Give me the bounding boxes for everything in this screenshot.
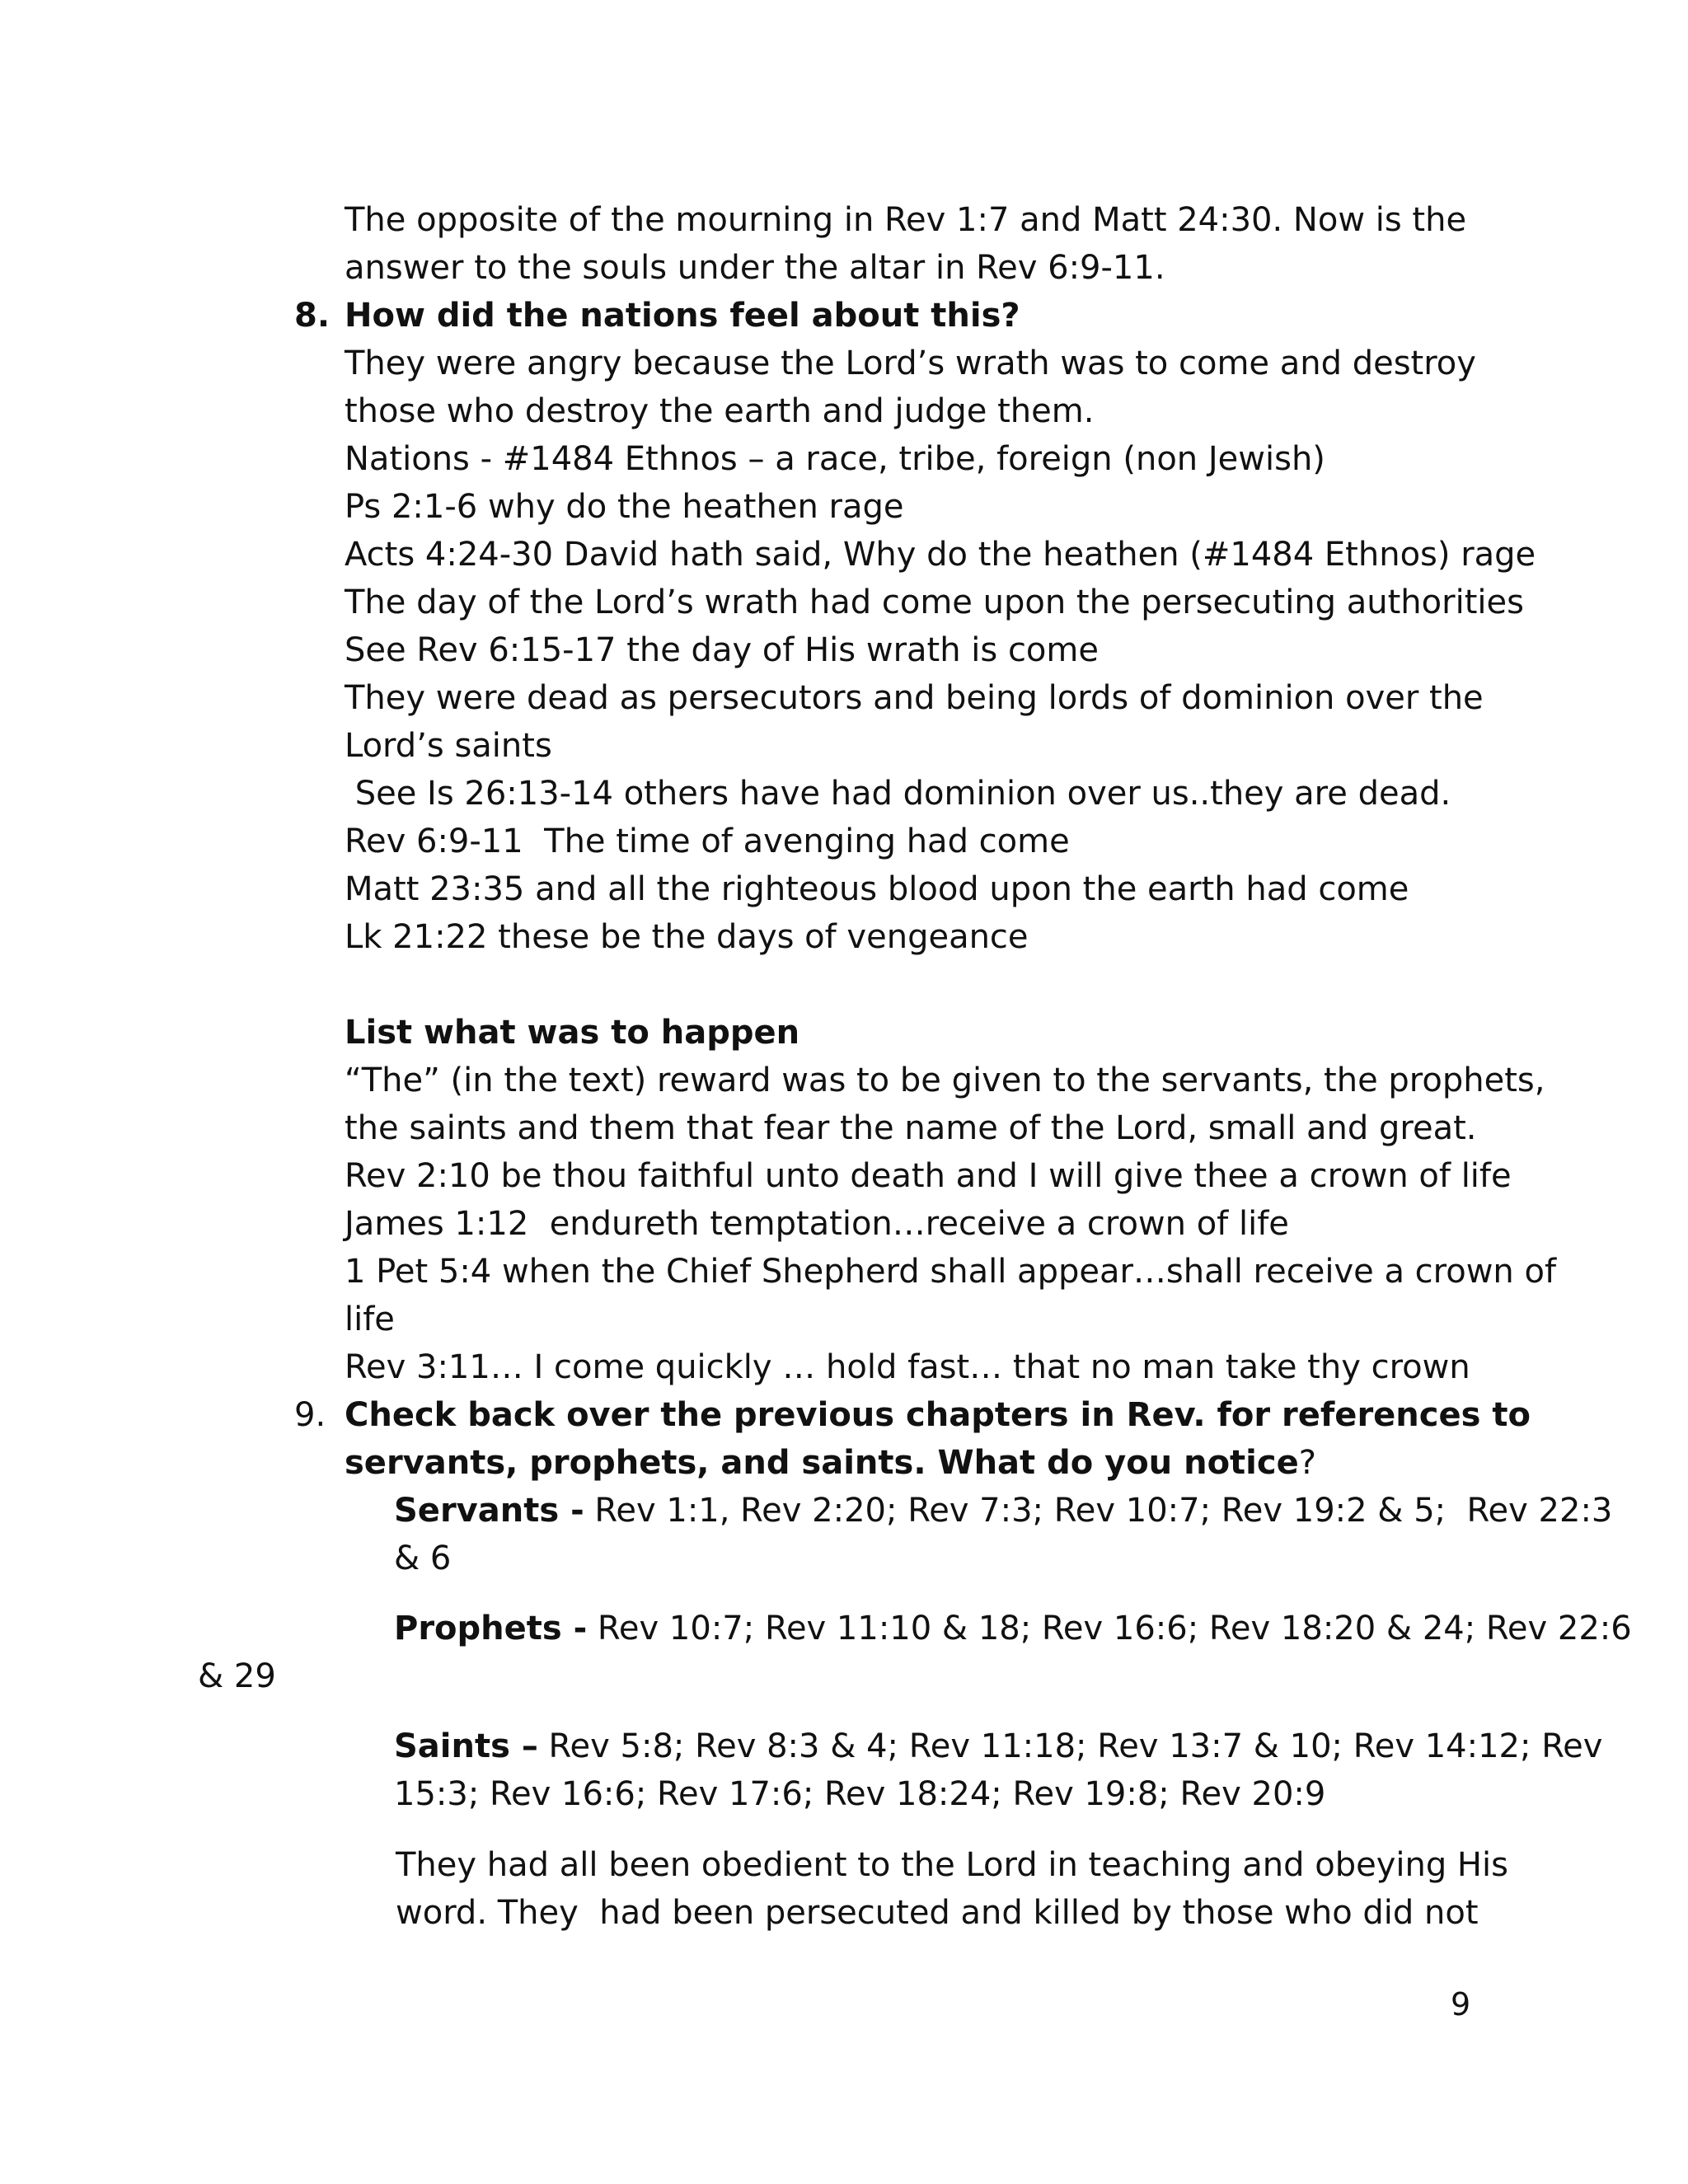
answer-8-line: They were dead as persecutors and being lords of dominion over the xyxy=(345,679,1484,717)
servants-label: Servants - xyxy=(394,1492,584,1530)
intro-line-2: answer to the souls under the altar in Rev 6:9-11. xyxy=(345,249,1165,287)
answer-8-line: those who destroy the earth and judge them. xyxy=(345,392,1095,430)
saints-label: Saints – xyxy=(394,1727,538,1765)
prophets-refs: Rev 10:7; Rev 11:10 & 18; Rev 16:6; Rev 18:20 & 24; Rev 22:6 xyxy=(587,1610,1632,1647)
list-line: the saints and them that fear the name of the Lord, small and great. xyxy=(345,1109,1477,1147)
servants-refs: Rev 1:1, Rev 2:20; Rev 7:3; Rev 10:7; Rev 19:2 & 5; Rev 22:3 xyxy=(584,1492,1613,1530)
prophets-line-1 xyxy=(394,1605,1632,1652)
list-line: Rev 2:10 be thou faithful unto death and I will give thee a crown of life xyxy=(345,1157,1512,1195)
answer-8-line: They were angry because the Lord’s wrath was to come and destroy xyxy=(345,344,1476,382)
servants-line-1 xyxy=(394,1487,1612,1535)
list-line: James 1:12 endureth temptation…receive a crown of life xyxy=(345,1205,1289,1243)
page-number: 9 xyxy=(1451,1986,1471,2022)
prophets-label: Prophets - xyxy=(394,1610,588,1647)
intro-line-1: The opposite of the mourning in Rev 1:7 and Matt 24:30. Now is the xyxy=(345,201,1467,239)
list-line: 1 Pet 5:4 when the Chief Shepherd shall appear…shall receive a crown of xyxy=(345,1253,1557,1291)
servants-line-2: & 6 xyxy=(394,1540,452,1577)
question-9-mark: ? xyxy=(1298,1444,1316,1482)
question-9-heading-text: servants, prophets, and saints. What do you notice xyxy=(345,1444,1299,1482)
question-9-heading-line-2 xyxy=(345,1439,1316,1487)
list-heading: List what was to happen xyxy=(345,1014,800,1052)
saints-line-1 xyxy=(394,1722,1602,1770)
list-line: “The” (in the text) reward was to be given to the servants, the prophets, xyxy=(345,1062,1545,1099)
answer-8-line: Nations - #1484 Ethnos – a race, tribe, foreign (non Jewish) xyxy=(345,440,1325,478)
saints-line-2: 15:3; Rev 16:6; Rev 17:6; Rev 18:24; Rev 19:8; Rev 20:9 xyxy=(394,1775,1326,1813)
list-line: life xyxy=(345,1301,395,1338)
prophets-line-2: & 29 xyxy=(198,1657,276,1695)
saints-refs: Rev 5:8; Rev 8:3 & 4; Rev 11:18; Rev 13:7 & 10; Rev 14:12; Rev xyxy=(537,1727,1603,1765)
answer-8-line: Matt 23:35 and all the righteous blood upon the earth had come xyxy=(345,870,1409,908)
question-9-number: 9. xyxy=(294,1396,326,1434)
answer-8-line: Acts 4:24-30 David hath said, Why do the heathen (#1484 Ethnos) rage xyxy=(345,536,1536,574)
question-9-heading-line-1: Check back over the previous chapters in Rev. for references to xyxy=(345,1396,1531,1434)
answer-8-line: See Is 26:13-14 others have had dominion over us..they are dead. xyxy=(345,775,1451,813)
answer-8-line: Ps 2:1-6 why do the heathen rage xyxy=(345,488,904,526)
answer-8-line: Rev 6:9-11 The time of avenging had come xyxy=(345,823,1070,860)
answer-8-line: Lk 21:22 these be the days of vengeance xyxy=(345,918,1029,956)
list-line: Rev 3:11… I come quickly … hold fast… that no man take thy crown xyxy=(345,1348,1470,1386)
answer-8-line: See Rev 6:15-17 the day of His wrath is come xyxy=(345,631,1099,669)
question-8-heading: How did the nations feel about this? xyxy=(345,297,1020,335)
answer-8-line: The day of the Lord’s wrath had come upon the persecuting authorities xyxy=(345,583,1524,621)
closing-line-2: word. They had been persecuted and killed by those who did not xyxy=(396,1894,1479,1932)
question-8-number: 8. xyxy=(294,297,331,335)
answer-8-line: Lord’s saints xyxy=(345,727,552,765)
closing-line-1: They had all been obedient to the Lord in teaching and obeying His xyxy=(396,1846,1508,1884)
